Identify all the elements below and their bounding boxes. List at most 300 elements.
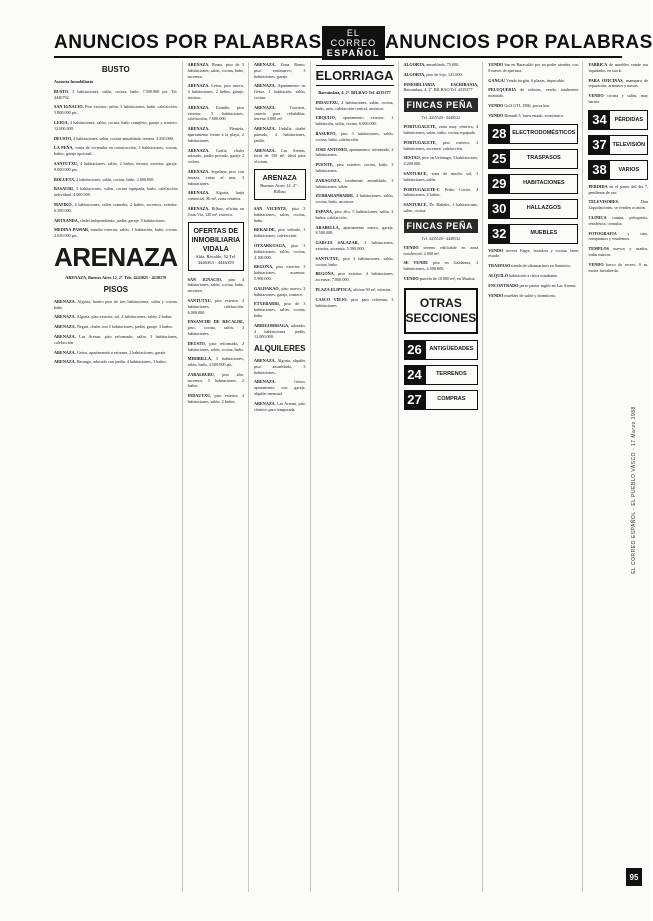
ad-text: piso exterior, 3 habitaciones, calefacción, 6.000.000.: [187, 297, 244, 315]
ad-lead: VENDO: [488, 247, 504, 253]
classified-ad: [404, 72, 479, 78]
ads-fincas-pena: [404, 124, 479, 214]
section-header: [404, 365, 479, 385]
ads-col5-a: [404, 62, 479, 93]
ad-lead: SANTURCE,: [403, 170, 428, 176]
ads-col6-a: [488, 62, 578, 119]
ad-lead: VENDO: [488, 292, 504, 298]
page-number: 95: [626, 868, 642, 886]
ad-text: piso en Galdames, 3 habitaciones, 4.500.000.: [403, 260, 479, 272]
ads-col3-b: [254, 206, 306, 340]
classified-ad: [54, 299, 178, 311]
ad-text: piso 3 habitaciones, salón, cocina, baño, calefacción.: [315, 130, 394, 142]
ad-lead: ARENAZA.: [187, 83, 210, 89]
ad-text: piso 4 habitaciones, salón, cocina, baño, ascensor.: [187, 276, 244, 294]
ad-text: 3 habitaciones, salón, baño, 4.500.000 pts.: [187, 356, 244, 368]
ad-text: amueblado, 75.000.: [426, 62, 460, 67]
ads-col6-b: [488, 248, 578, 299]
section-number: 37: [588, 135, 610, 155]
classified-ad: [404, 155, 479, 167]
classified-ad: [254, 227, 306, 239]
ad-lead: SAN IGNACIO.: [54, 104, 84, 110]
classified-ad: [488, 62, 578, 74]
ad-lead: FOTOGRAFIA: [588, 230, 617, 236]
ad-text: tienda de ultramarinos en Santutxu.: [511, 263, 571, 269]
classified-ad: [316, 287, 394, 293]
ad-lead: ARABELLA,: [315, 224, 340, 230]
ad-lead: OTXARKOAGA,: [253, 242, 286, 248]
ad-text: Algorta, piso exterior, sol, 4 habitaciones, salón, 2 baños.: [76, 314, 173, 320]
ad-text: Leioa, piso nuevo, 3 habitaciones, 2 baños, garaje, trastero.: [187, 83, 244, 100]
ad-text: Algorta, bonito piso de tres habitaciones, salón y cocina, baño.: [54, 298, 178, 310]
logo-line2: ESPAÑOL: [326, 48, 381, 58]
ads-arenaza-3: [254, 62, 306, 165]
banner-fincas-pena-phone: Tel. 4435520 - 4448532: [421, 115, 461, 121]
ad-text: piso alto, 5 habitaciones, salón, 2 baños, calefacción.: [315, 208, 394, 220]
ad-lead: GALDAKAO,: [253, 285, 280, 291]
ad-lead: URQUIJO,: [315, 115, 336, 121]
ad-lead: TELEVISORES.: [588, 199, 620, 205]
ad-text: Plentzia, apartamento frente a la playa, 2 habitaciones.: [187, 126, 244, 143]
ad-lead: ARENAZA.: [54, 359, 76, 365]
ad-text: Erandio, piso exterior, 3 habitaciones, calefacción, 7.900.000.: [187, 104, 244, 122]
classified-ad: [254, 62, 306, 79]
section-number: 32: [488, 224, 510, 244]
banner-fincas-pena: FINCAS PEÑA: [404, 98, 479, 112]
classified-ad: [588, 78, 648, 90]
classified-ad: [54, 161, 178, 173]
ad-lead: ARENAZA.: [253, 379, 276, 385]
agency-elorriaga-title: ELORRIAGA: [316, 65, 394, 86]
section-header: [588, 160, 648, 180]
ad-lead: ESPAÑA,: [315, 208, 334, 214]
classified-ad: [54, 79, 178, 85]
ad-lead: PLAZA ELIPTICA,: [315, 286, 352, 292]
classified-ad: [588, 184, 648, 196]
classified-ad: [54, 202, 178, 214]
sections-col7: [588, 110, 648, 180]
column-6: [488, 62, 583, 892]
section-header: [588, 110, 648, 130]
ad-text: de señoras, vendo, totalmente montada.: [488, 87, 579, 99]
vidala-title: OFERTAS DE INMOBILIARIA VIDALA: [191, 227, 241, 253]
agency-arenaza-title: ARENAZA: [54, 241, 178, 272]
ad-text: Berango, adosado con jardín, 4 habitaciones, 3 baños.: [76, 359, 167, 365]
ad-lead: VENDO: [488, 62, 504, 67]
ad-text: piso de lujo, 125.000.: [426, 71, 463, 77]
ads-col7-b: [588, 184, 648, 274]
ad-text: Romo, piso de 3 habitaciones, salón, cocina, baño, ascensor.: [187, 62, 244, 79]
classified-ad: [254, 243, 306, 260]
ad-lead: INDAUTXU,: [315, 99, 340, 105]
ad-text: Bilbao, oficina en Gran Vía, 120 m², exterior.: [187, 205, 244, 217]
ad-text: Algorta, alquiler piso amueblado, 3 habitaciones.: [253, 358, 306, 375]
ad-text: Sopelana, piso con terraza, vistas al mar, 3 habitaciones.: [187, 168, 244, 186]
ad-lead: JOSE ANTONIO,: [315, 146, 348, 152]
ad-lead: TRASPASO: [488, 263, 511, 269]
ads-arenaza-2: [188, 62, 244, 218]
ad-text: zona de mucho sol, 3 habitaciones, salón.: [403, 170, 479, 182]
sections-col5: [404, 340, 479, 410]
section-number: 25: [488, 149, 510, 169]
section-number: 30: [488, 199, 510, 219]
column-7: [588, 62, 652, 892]
ad-text: adosado, 4 habitaciones, jardín, 12.000.000.: [253, 322, 306, 340]
section-label: ANTIGÜEDADES: [426, 340, 479, 360]
classified-ad: [54, 359, 178, 365]
ad-text: piso exterior, 3 habitaciones, ascensor, 5.900.000.: [253, 264, 306, 281]
classified-ad: [54, 136, 178, 142]
classified-ad: [588, 62, 648, 74]
classified-ad: [488, 78, 578, 84]
ad-lead: ARENAZA.: [187, 62, 210, 67]
classified-ad: [254, 126, 306, 143]
ad-text: 4 habitaciones, salón, 2 baños, terraza, exterior, garaje. 9.000.000 pts.: [54, 160, 178, 172]
classified-ad: [254, 264, 306, 281]
ad-lead: CLINICA: [588, 214, 607, 220]
classified-ad: [316, 297, 394, 309]
ad-text: muebles de salón y dormitorio.: [504, 292, 557, 298]
masthead: [54, 28, 653, 58]
ad-text: cocina y salón, muy barato.: [588, 93, 649, 104]
section-label: HABITACIONES: [510, 174, 578, 194]
ad-lead: CASCO VIEJO,: [315, 296, 348, 302]
ad-lead: ARENAZA.: [187, 190, 210, 196]
ad-text: chalet independiente, jardín, garaje, 5 habitaciones.: [79, 217, 166, 223]
ad-text: venta de viviendas en construcción, 3 habitaciones, cocina, baños, garaje opcional.: [54, 145, 178, 157]
ad-lead: ARENAZA.: [253, 147, 276, 153]
classified-ad: [316, 209, 394, 221]
section-label: COMPRAS: [426, 390, 479, 410]
agency-arenaza-box: [254, 169, 306, 200]
classified-ad: [54, 89, 178, 101]
classified-ad: [254, 105, 306, 122]
ad-text: y cine, compramos y vendemos.: [588, 230, 649, 242]
ad-text: Las Arenas, local de 150 m², ideal para oficinas.: [253, 147, 306, 165]
ad-lead: ALGORTA,: [403, 62, 426, 67]
ad-lead: VENDO: [588, 93, 604, 99]
ad-text: Getxo, apartamento a estrenar, 2 habitaciones, garaje.: [76, 349, 167, 355]
section-label: TELEVISIÓN: [610, 135, 648, 155]
classified-ad: [254, 358, 306, 375]
ad-lead: INDAUTXU,: [187, 393, 212, 399]
classified-ad: [188, 105, 244, 122]
classified-ad: [188, 62, 244, 79]
ad-lead: ARENAZA.: [253, 400, 276, 406]
classified-ad: [254, 206, 306, 223]
section-label: MUEBLES: [510, 224, 578, 244]
ad-lead: ARENAZA.: [54, 349, 76, 355]
ad-text: apartamento, reformado, 2 habitaciones.: [315, 146, 394, 158]
ad-text: 4 habitaciones, salón, cocina, baño completo, garaje y trastero. 12.000.000.: [54, 119, 178, 131]
ad-text: totalmente amueblado, 3 habitaciones, salón.: [315, 177, 394, 189]
ad-lead: GARCIA SALAZAR,: [315, 240, 359, 246]
classified-ad: [188, 372, 244, 389]
ad-text: Barrainkua, 4, 2º. BILBAO Tel. 4235377: [403, 87, 473, 93]
classified-ad: [54, 104, 178, 116]
ad-text: en el paseo del día 7, pendiente de oro.: [588, 183, 649, 195]
ad-lead: TEMPLOS: [588, 246, 609, 252]
classified-ad: [316, 100, 394, 112]
classified-ad: [488, 263, 578, 269]
ad-lead: ARENAZA.: [54, 333, 76, 339]
ad-text: Urduliz, chalet pareado, 4 habitaciones, jardín.: [253, 126, 306, 143]
section-header: [488, 149, 578, 169]
classified-ad: [316, 240, 394, 252]
ad-lead: VENDO: [488, 112, 504, 118]
section-header: [488, 124, 578, 144]
classified-ad: [316, 131, 394, 143]
classified-ad: [316, 178, 394, 190]
ad-lead: BASAURI,: [54, 186, 74, 192]
section-number: 29: [488, 174, 510, 194]
classified-ad: [404, 62, 479, 68]
ad-lead: BOLUETA,: [54, 176, 76, 182]
ad-lead: LA PEÑA,: [54, 145, 74, 151]
ad-lead: VENDO: [403, 275, 419, 281]
ad-lead: PORTUGALETE,: [403, 124, 437, 130]
ad-lead: ARRIGORRIAGA,: [253, 322, 290, 328]
classified-ad: [588, 93, 648, 105]
classified-ad: [54, 324, 178, 330]
section-label: HALLAZGOS: [510, 199, 578, 219]
section-header: [488, 199, 578, 219]
section-number: 38: [588, 160, 610, 180]
banner-fincas-pena-2-phone: Tel. 4435520 - 4448532: [421, 235, 461, 241]
classified-ad: [54, 314, 178, 320]
ad-lead: BEGOÑA,: [315, 271, 335, 277]
ad-lead: DEUSTO,: [54, 135, 73, 141]
classified-ad: [404, 171, 479, 183]
classified-ad: [188, 190, 244, 202]
arenaza-box-title: ARENAZA: [262, 174, 297, 182]
ad-text: 4 habitaciones, salón, cocina, baño, aseo, calefacción central, ascensor.: [315, 99, 394, 111]
classified-ad: [188, 148, 244, 165]
ad-text: Zona Romo, piso seminuevo, 3 habitaciones, garaje.: [253, 62, 306, 79]
ad-lead: ARENAZA.: [253, 62, 276, 67]
ad-lead: GANGA!: [488, 77, 506, 83]
ad-text: 3 habitaciones, salón, cocina, baño. 7.500.000 pts. Tel. 4446792.: [54, 88, 178, 100]
ad-lead: ARENAZA.: [187, 126, 210, 132]
section-label: PÉRDIDAS: [610, 110, 648, 130]
ad-lead: SAN IGNACIO,: [187, 276, 223, 282]
ad-lead: ARENAZA.: [253, 358, 276, 364]
classified-ad: [188, 341, 244, 353]
ad-text: piso reformado, 2 habitaciones, salón, cocina, baño.: [187, 340, 244, 352]
ad-lead: ARENAZA.: [54, 324, 76, 330]
ads-alquileres: [254, 358, 306, 412]
ad-lead: LEIOA,: [54, 119, 69, 125]
agency-elorriaga-address: Barrainkua, 4, 2º. BILBAO Tel. 4235377: [318, 90, 391, 95]
ad-lead: ARENAZA.: [253, 83, 276, 89]
ad-lead: ENCONTRADO: [488, 282, 519, 288]
column-4: [316, 62, 399, 892]
ad-lead: PORTUGALETE,: [403, 139, 437, 145]
ad-lead: VENDO: [588, 261, 604, 267]
section-header: [404, 390, 479, 410]
otras-secciones-box: OTRAS SECCIONES: [404, 288, 479, 334]
ads-col7-a: [588, 62, 648, 105]
ads-elorriaga: [316, 100, 394, 309]
section-label: ELECTRODOMÉSTICOS: [510, 124, 578, 144]
ad-lead: ARENAZA.: [187, 168, 210, 174]
ad-lead: MIRIBILLA,: [187, 356, 212, 362]
ad-lead: ETXEBARRI,: [253, 301, 280, 307]
ad-text: nevera Fagor, lavadora y cocina, buen estado.: [488, 247, 579, 259]
ad-lead: SESTAO,: [403, 155, 421, 161]
ad-text: de muebles vende sus liquidados en stock.: [588, 62, 649, 73]
classified-ad: [588, 215, 648, 227]
section-header: [488, 224, 578, 244]
section-header: [588, 135, 648, 155]
classified-ad: [404, 260, 479, 272]
ad-text: mampara de separación, armarios y mesas.: [588, 77, 649, 89]
ad-text: Don Liquidaciones, se venden ocasión.: [588, 199, 649, 211]
classified-ad: [254, 83, 306, 100]
ad-text: piso 3 habitaciones, salón, cocina, 4.100.000.: [253, 242, 306, 260]
ad-text: parcela de 10.000 m², en Muskiz.: [419, 275, 476, 281]
section-label: TERRENOS: [426, 365, 479, 385]
classified-ad: [188, 206, 244, 218]
ad-text: piso exterior, 4 habitaciones, ascensor, 7.000.000.: [315, 271, 394, 283]
ads-col5-b: [404, 245, 479, 282]
ad-lead: ARENAZA.: [187, 205, 210, 211]
ad-lead: MATIKO,: [54, 201, 73, 207]
ad-lead: ZURBARANBARRI,: [315, 193, 354, 199]
classified-ad: [188, 319, 244, 336]
ad-text: canina, peluquería, residencia, consulta.: [588, 214, 649, 226]
section-label: TRASPASOS: [510, 149, 578, 169]
classified-ad: [54, 227, 178, 239]
ad-text: piso para reformar, 3 habitaciones.: [315, 296, 394, 308]
ad-text: Neguri, chalet con 5 habitaciones, jardín, garaje, 3 baños.: [76, 324, 173, 330]
ad-lead: ALQUILO: [488, 272, 508, 278]
ad-text: terreno edificable en zona residencial, 2.000 m².: [403, 244, 479, 256]
classified-ad: [316, 162, 394, 174]
classified-ad: [488, 293, 578, 299]
classified-ad: [316, 256, 394, 268]
section-busto-heading: BUSTO: [101, 65, 130, 74]
ad-text: 3 habitaciones, exterior, ascensor, 5.500.000.: [315, 240, 394, 251]
classified-ad: [54, 186, 178, 198]
classified-ad: [588, 246, 648, 258]
ad-text: piso, cocina, salón, 3 habitaciones.: [187, 325, 244, 336]
ad-text: zona muy céntrica, 4 habitaciones, salón, baño, cocina equipada.: [403, 124, 479, 135]
classified-ad: [488, 103, 578, 109]
section-number: 24: [404, 365, 426, 385]
agency-vidala-box: [188, 222, 244, 271]
sections-col6: [488, 124, 578, 244]
ad-text: piso alto, ascensor, 5 habitaciones, 2 baños.: [187, 371, 244, 389]
ad-text: Apartamento en Getxo, 1 habitación, salón, cocina.: [253, 83, 306, 100]
ad-lead: PELUQUERIA: [488, 87, 517, 93]
ad-text: apartamento nuevo, garaje, 8.500.000.: [315, 224, 394, 236]
classified-ad: [316, 147, 394, 159]
classified-ad: [316, 115, 394, 127]
newspaper-logo: [322, 26, 385, 60]
ad-text: Gorliz, chalet adosado, jardín privado, garaje 2 coches.: [187, 147, 244, 165]
ad-text: Vendo furgón, 6 plazas, impecable.: [506, 77, 566, 83]
classified-ad: [588, 231, 648, 243]
section-alquileres-heading: ALQUILERES: [253, 344, 306, 354]
ad-text: estudio exterior, salón, 1 habitación, baño, cocina. 2.650.000 pts.: [54, 227, 178, 239]
ad-lead: SANTUTXU,: [187, 297, 212, 303]
ad-text: apartamento exterior, 1 habitación, salón, cocina, 6.000.000.: [315, 115, 394, 127]
classified-ad: [488, 283, 578, 289]
classified-ad: [54, 120, 178, 132]
classified-ad: [54, 177, 178, 183]
ad-lead: ARENAZA.: [187, 104, 210, 110]
classified-ad: [316, 271, 394, 283]
ad-lead: BUSTO.: [54, 88, 70, 94]
ad-lead: FABRICA: [588, 62, 608, 67]
side-publication-strip: [627, 290, 641, 690]
classified-ad: [404, 245, 479, 257]
ad-lead: SANTUTXU,: [315, 255, 340, 261]
classified-ad: [188, 356, 244, 368]
logo-line1: EL CORREO: [330, 28, 377, 48]
ad-lead: ARENAZA.: [54, 298, 76, 304]
ad-text: Getxo, apartamento con garaje, alquiler mensual.: [253, 379, 306, 397]
classified-ad: [254, 401, 306, 413]
classified-ad: [254, 286, 306, 298]
classified-ad: [188, 169, 244, 186]
ad-lead: ARENAZA.: [253, 104, 276, 110]
ad-text: piso 3 habitaciones, salón, cocina, baño.: [315, 255, 394, 267]
classified-ad: [188, 83, 244, 100]
classified-ad: [54, 218, 178, 224]
ad-text: oficina 90 m², exterior.: [352, 286, 392, 292]
ad-lead: SANTURCE,: [403, 202, 428, 208]
ad-lead: BASURTO,: [315, 130, 337, 136]
classified-ad: [54, 350, 178, 356]
section-pisos-heading: PISOS: [103, 284, 129, 294]
classified-ad: [488, 273, 578, 279]
classified-ad: [254, 323, 306, 340]
classified-ad: [404, 124, 479, 136]
classified-ad: [316, 225, 394, 237]
ad-lead: ARENAZA.: [253, 126, 276, 132]
ad-text: piso 3 habitaciones, salón, cocina, baño.: [253, 205, 306, 223]
ad-text: Renault 5, buen estado, económico.: [504, 112, 565, 118]
classified-ad: [488, 87, 578, 99]
ad-lead: MEDINA PAMAR,: [54, 227, 90, 233]
ad-text: Dr. Bañales, 3 habitaciones, salón, cocina.: [403, 202, 479, 213]
ad-lead: VENDO: [403, 244, 419, 250]
classified-ad: [588, 262, 648, 274]
classified-ad: [488, 248, 578, 260]
classified-ad: [404, 187, 479, 199]
ad-text: bar en Baracaldo por no poder atender, con 8 meses de apertura.: [488, 62, 579, 73]
ad-text: piso de 3 habitaciones, salón, cocina, baño.: [253, 301, 306, 318]
ads-busto: [54, 79, 178, 239]
ad-lead: ZABALBURU,: [187, 371, 215, 377]
classified-ad: [54, 334, 178, 346]
ad-lead: PERDIDA: [588, 183, 608, 189]
ad-text: piso exterior, 4 habitaciones, salón, 2 baños.: [187, 393, 244, 405]
ad-lead: PUENTE,: [315, 162, 334, 168]
ad-lead: SAN VICENTE,: [253, 205, 288, 211]
classified-ad: [404, 140, 479, 152]
ad-lead: PARA OFICINAS,: [588, 77, 624, 83]
ads-arenaza: [54, 299, 178, 365]
ad-lead: ZARAGOZA,: [315, 177, 341, 183]
ad-lead: BEGOÑA,: [253, 264, 274, 270]
ad-lead: ALGORTA,: [403, 71, 426, 77]
ad-text: Las Arenas, piso reformado, salón, 3 habitaciones, calefacción.: [54, 333, 178, 345]
classified-ad: [588, 199, 648, 211]
ad-lead: SE VENDE: [403, 260, 429, 266]
